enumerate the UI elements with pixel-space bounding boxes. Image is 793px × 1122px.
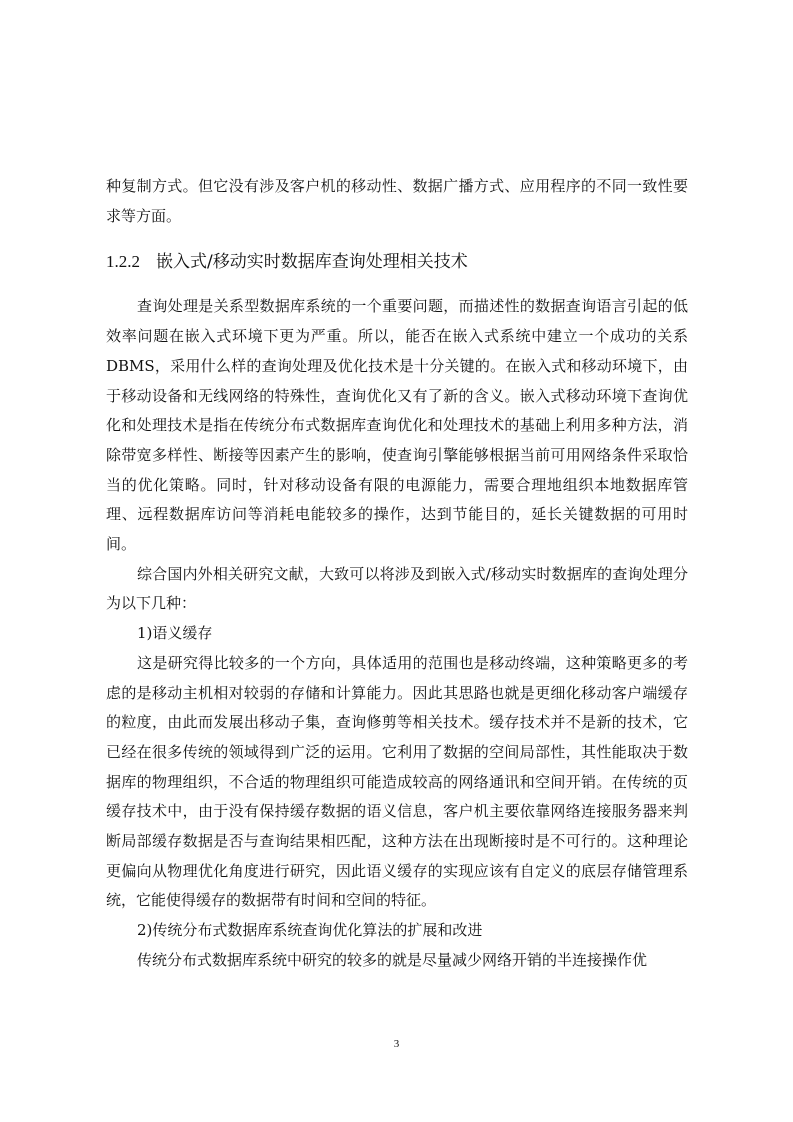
paragraph-semantic-cache: 这是研究得比较多的一个方向，具体适用的范围也是移动终端，这种策略更多的考虑的是移动主机相对较弱的存储和计算能力。因此其思路也就是更细化移动客户端缓存的粒度，由此而发展出移动子集，查询修剪等相关技术。缓存技术并不是新的技术，它已经在很多传统的领域得到广泛的运用。它利用了数据的空间局部性，其性能取决于数据库的物理组织，不合适的物理组织可能造成较高的网络通讯和空间开销。在传统的页缓存技术中，由于没有保持缓存数据的语义信息，客户机主要依靠网络连接服务器来判断局部缓存数据是否与查询结果相匹配，这种方法在出现断接时是不可行的。这种理论更偏向从物理优化角度进行研究，因此语义缓存的实现应该有自定义的底层存储管理系统，它能使得缓存的数据带有时间和空间的特征。 <box>106 653 688 910</box>
section-title: 嵌入式/移动实时数据库查询处理相关技术 <box>156 252 468 273</box>
paragraph-classification: 综合国内外相关研究文献，大致可以将涉及到嵌入式/移动实时数据库的查询处理分为以下几种： <box>106 564 688 613</box>
paragraph-distributed-optimization: 传统分布式数据库系统中研究的较多的就是尽量减少网络开销的半连接操作优 <box>137 950 648 969</box>
list-item-semantic-cache: 1)语义缓存 <box>137 624 213 643</box>
section-heading <box>106 245 688 279</box>
paragraph-continued: 种复制方式。但它没有涉及客户机的移动性、数据广播方式、应用程序的不同一致性要求等方面。 <box>106 177 688 225</box>
section-number: 1.2.2 <box>106 252 140 272</box>
page-number: 3 <box>393 1038 400 1050</box>
list-item-distributed-optimization: 2)传统分布式数据库系统查询优化算法的扩展和改进 <box>137 921 483 940</box>
paragraph-query-processing: 查询处理是关系型数据库系统的一个重要问题，而描述性的数据查询语言引起的低效率问题在嵌入式环境下更为严重。所以，能否在嵌入式系统中建立一个成功的关系DBMS，采用什么样的查询处理及优化技术是十分关键的。在嵌入式和移动环境下，由于移动设备和无线网络的特殊性，查询优化又有了新的含义。嵌入式移动环境下查询优化和处理技术是指在传统分布式数据库查询优化和处理技术的基础上利用多种方法，消除带宽多样性、断接等因素产生的影响，使查询引擎能够根据当前可用网络条件采取恰当的优化策略。同时，针对移动设备有限的电源能力，需要合理地组织本地数据库管理、远程数据库访问等消耗电能较多的操作，达到节能目的，延长关键数据的可用时间。 <box>106 297 688 554</box>
page-body <box>106 172 688 976</box>
